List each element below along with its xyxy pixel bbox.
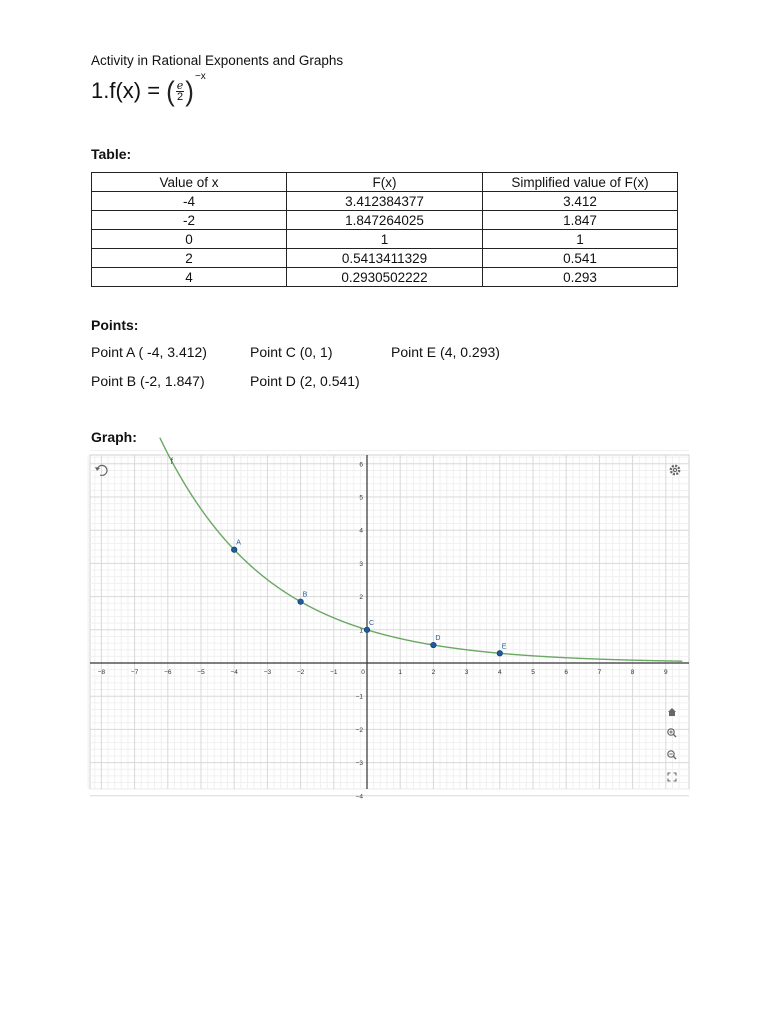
point-a-text: Point A ( -4, 3.412) — [91, 344, 207, 360]
table-header-row — [92, 173, 678, 192]
table-row — [92, 249, 678, 268]
formula-lhs: 1.f(x) = — [91, 78, 161, 103]
x-tick-label: 3 — [464, 669, 469, 676]
x-tick-label: 8 — [630, 669, 635, 676]
y-tick-label: 5 — [359, 494, 363, 502]
y-tick-label: −3 — [355, 760, 363, 768]
cell-simplified: 0.541 — [483, 249, 678, 268]
point-e-label: E — [501, 643, 507, 651]
formula-denominator: 2 — [176, 90, 184, 103]
x-tick-label: 2 — [431, 669, 436, 676]
cell-simplified: 1.847 — [483, 211, 678, 230]
function-formula — [91, 71, 206, 108]
cell-fx: 1.847264025 — [287, 211, 483, 230]
x-tick-label: 1 — [398, 669, 403, 676]
table-row — [92, 230, 678, 249]
point-b-marker[interactable] — [298, 599, 304, 605]
activity-title: Activity in Rational Exponents and Graphs — [91, 53, 344, 68]
points-label: Points: — [91, 317, 139, 333]
cell-fx: 0.2930502222 — [287, 268, 483, 287]
point-b-text: Point B (-2, 1.847) — [91, 373, 205, 389]
point-d-text: Point D (2, 0.541) — [250, 373, 360, 389]
y-tick-label: 6 — [359, 461, 363, 469]
cell-simplified: 3.412 — [483, 192, 678, 211]
x-tick-label: −2 — [296, 669, 305, 676]
cell-simplified: 1 — [483, 230, 678, 249]
x-tick-label: −5 — [197, 669, 205, 676]
x-tick-label: 4 — [497, 669, 502, 676]
y-tick-label: 1 — [359, 627, 363, 635]
function-graph[interactable] — [90, 455, 689, 801]
x-tick-label: 9 — [663, 669, 668, 676]
point-e-marker[interactable] — [497, 650, 503, 656]
cell-fx: 1 — [287, 230, 483, 249]
x-tick-label: −6 — [164, 669, 172, 676]
point-c-label: C — [369, 619, 375, 627]
point-c-marker[interactable] — [364, 627, 370, 633]
table-row — [92, 268, 678, 287]
formula-open-paren: ( — [166, 75, 175, 107]
cell-x: 2 — [92, 249, 287, 268]
x-tick-label: 0 — [361, 669, 365, 676]
point-d-label: D — [435, 635, 441, 643]
values-table — [91, 172, 678, 287]
table-label: Table: — [91, 146, 132, 162]
y-tick-label: −1 — [355, 693, 363, 701]
y-tick-label: −2 — [355, 726, 363, 734]
point-b-label: B — [302, 591, 308, 599]
formula-numerator: e — [176, 78, 184, 92]
x-tick-label: −7 — [130, 669, 139, 676]
point-e-text: Point E (4, 0.293) — [391, 344, 500, 360]
cell-fx: 3.412384377 — [287, 192, 483, 211]
point-d-marker[interactable] — [431, 642, 437, 648]
graph-label: Graph: — [91, 429, 137, 445]
cell-x: 4 — [92, 268, 287, 287]
y-tick-label: 4 — [359, 527, 363, 535]
x-tick-label: 6 — [564, 669, 569, 676]
x-tick-label: −8 — [97, 669, 106, 676]
x-tick-label: 5 — [531, 669, 535, 676]
x-tick-label: −1 — [330, 669, 338, 676]
y-tick-label: 2 — [359, 594, 363, 602]
header-fx: F(x) — [287, 173, 483, 192]
table-row — [92, 211, 678, 230]
x-tick-label: 7 — [597, 669, 602, 676]
point-c-text: Point C (0, 1) — [250, 344, 333, 360]
cell-x: -4 — [92, 192, 287, 211]
y-tick-label: 3 — [359, 560, 363, 568]
cell-x: -2 — [92, 211, 287, 230]
cell-simplified: 0.293 — [483, 268, 678, 287]
curve-label: f — [170, 456, 173, 466]
formula-fraction — [175, 80, 186, 103]
x-tick-label: −4 — [230, 669, 238, 676]
header-simplified-fx: Simplified value of F(x) — [483, 173, 678, 192]
formula-close-paren: ) — [185, 75, 194, 107]
point-a-marker[interactable] — [231, 547, 237, 553]
header-value-of-x: Value of x — [92, 173, 287, 192]
point-a-label: A — [236, 539, 241, 547]
formula-base — [166, 75, 194, 107]
table-row — [92, 192, 678, 211]
y-tick-label: −4 — [355, 793, 363, 801]
cell-fx: 0.5413411329 — [287, 249, 483, 268]
x-tick-label: −3 — [263, 669, 272, 676]
formula-exponent: −x — [194, 71, 206, 82]
cell-x: 0 — [92, 230, 287, 249]
